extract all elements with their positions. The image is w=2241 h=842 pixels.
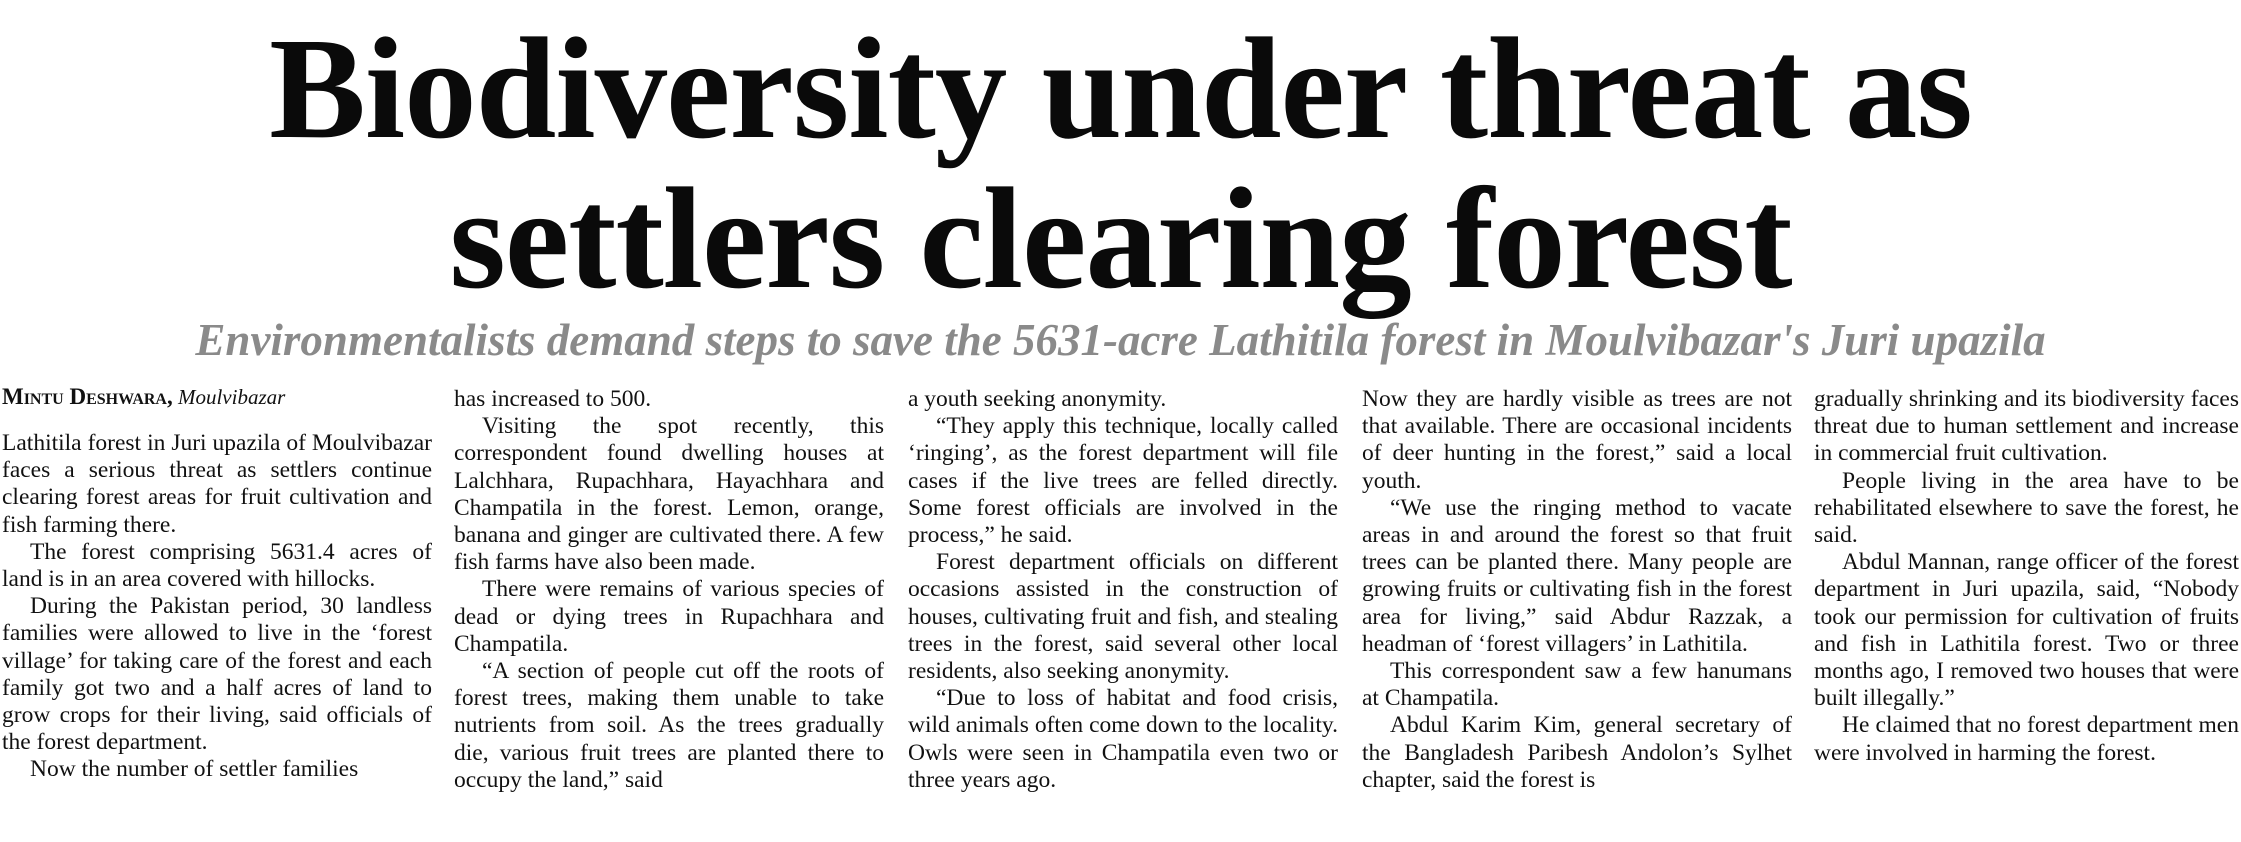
byline-location: Moulvibazar	[177, 385, 286, 409]
headline	[0, 9, 2241, 319]
paragraph: a youth seeking anonymity.	[908, 386, 1167, 412]
paragraph: “We use the ringing method to vacate areas in and around the forest so that fruit trees can be planted there. Many people are growing fruits or cultivating fish in the forest area for living,” said Abdur Razzak, a headman of ‘forest villagers’ in Lathitila.	[1362, 494, 1792, 657]
headline-line-1: Biodiversity under threat as	[269, 9, 1972, 169]
paragraph: This correspondent saw a few hanumans at Champatila.	[1362, 658, 1792, 712]
article-column-4	[1362, 386, 1792, 794]
paragraph: Forest department officials on different occasions assisted in the construction of houses, cultivating fruit and fish, and stealing trees in the forest, said several other local residents, also seeking anonymity.	[908, 549, 1338, 685]
paragraph: There were remains of various species of dead or dying trees in Rupachhara and Champatila.	[454, 576, 884, 657]
article-column-2	[454, 386, 884, 794]
paragraph: The forest comprising 5631.4 acres of land is in an area covered with hillocks.	[2, 538, 432, 593]
paragraph: Now the number of settler families	[30, 756, 359, 783]
paragraph: Visiting the spot recently, this correspondent found dwelling houses at Lalchhara, Rupachhara, Hayachhara and Champatila in the forest. Lemon, orange, banana and ginger are cultivated there. A few fish farms have also been made.	[454, 413, 884, 576]
article-column-3	[908, 386, 1338, 794]
article-column-1	[2, 430, 432, 784]
article-column-5	[1814, 386, 2239, 767]
paragraph: He claimed that no forest department men were involved in harming the forest.	[1814, 712, 2239, 766]
paragraph: “A section of people cut off the roots of forest trees, making them unable to take nutrients from soil. As the trees gradually die, various fruit trees are planted there to occupy the land,” said	[454, 658, 884, 793]
paragraph: Now they are hardly visible as trees are not that available. There are occasional incidents of deer hunting in the forest,” said a local youth.	[1362, 386, 1792, 494]
byline-author: Mintu Deshwara,	[2, 384, 173, 409]
paragraph: Lathitila forest in Juri upazila of Moulvibazar faces a serious threat as settlers continue clearing forest areas for fruit cultivation and fish farming there.	[2, 430, 432, 538]
paragraph: has increased to 500.	[454, 386, 652, 412]
byline	[2, 384, 285, 410]
paragraph: “They apply this technique, locally called ‘ringing’, as the forest department will file cases if the live trees are felled directly. Some forest officials are involved in the process,” he said.	[908, 413, 1338, 549]
paragraph: “Due to loss of habitat and food crisis, wild animals often come down to the locality. Owls were seen in Champatila even two or three years ago.	[908, 685, 1338, 793]
paragraph: During the Pakistan period, 30 landless families were allowed to live in the ‘forest village’ for taking care of the forest and each family got two and a half acres of land to grow crops for their living, said officials of the forest department.	[2, 593, 432, 756]
headline-line-2: settlers clearing forest	[449, 159, 1792, 319]
paragraph: People living in the area have to be rehabilitated elsewhere to save the forest, he said.	[1814, 467, 2239, 549]
paragraph: gradually shrinking and its biodiversity faces threat due to human settlement and increase in commercial fruit cultivation.	[1814, 386, 2239, 467]
paragraph: Abdul Karim Kim, general secretary of the Bangladesh Paribesh Andolon’s Sylhet chapter, said the forest is	[1362, 712, 1792, 793]
paragraph: Abdul Mannan, range officer of the forest department in Juri upazila, said, “Nobody took our permission for cultivation of fruits and fish in Lathitila forest. Two or three months ago, I removed two houses that were built illegally.”	[1814, 549, 2239, 712]
subheadline: Environmentalists demand steps to save the 5631-acre Lathitila forest in Moulvibazar's Juri upazila	[195, 315, 2046, 365]
